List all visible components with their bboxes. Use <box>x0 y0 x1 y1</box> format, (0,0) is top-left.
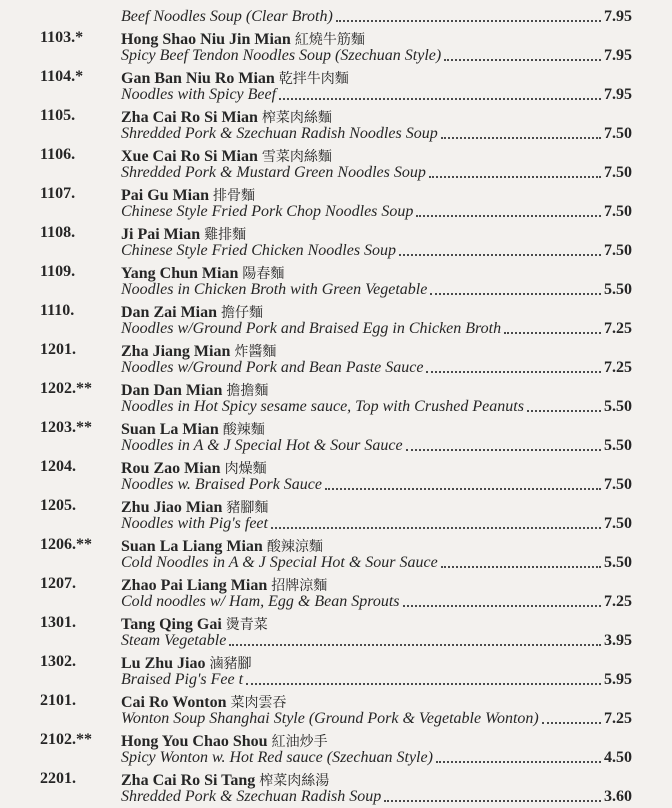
dot-leader <box>444 59 601 61</box>
item-price: 7.25 <box>604 359 632 376</box>
dot-leader <box>406 449 601 451</box>
item-description: Braised Pig's Fee t <box>121 671 244 688</box>
item-name: Hong You Chao Shou 紅油炒手 <box>121 733 328 750</box>
item-description: Spicy Beef Tendon Noodles Soup (Szechuan Style) <box>121 47 442 64</box>
item-name: Zhao Pai Liang Mian 招牌涼麵 <box>121 577 328 594</box>
item-name: Zha Cai Ro Si Mian 榨菜肉絲麵 <box>121 109 332 126</box>
menu-item <box>0 768 672 807</box>
dot-leader <box>403 605 601 607</box>
item-number: 1106. <box>40 146 76 163</box>
dot-leader <box>279 98 601 100</box>
item-name: Ji Pai Mian 雞排麵 <box>121 226 247 243</box>
item-chinese-name: 酸辣涼麵 <box>266 539 323 555</box>
item-price: 4.50 <box>604 749 632 766</box>
menu-item <box>0 300 672 339</box>
item-chinese-name: 菜肉雲吞 <box>230 695 287 711</box>
item-chinese-name: 榨菜肉絲麵 <box>261 110 332 126</box>
item-name: Rou Zao Mian 肉燥麵 <box>121 460 267 477</box>
item-description: Spicy Wonton w. Hot Red sauce (Szechuan Style) <box>121 749 433 766</box>
menu-item <box>0 66 672 105</box>
item-description: Noodles w/Ground Pork and Bean Paste Sauce <box>121 359 424 376</box>
item-description: Wonton Soup Shanghai Style (Ground Pork & Vegetable Wonton) <box>121 710 539 727</box>
menu-item <box>0 378 672 417</box>
item-name: Suan La Liang Mian 酸辣涼麵 <box>121 538 323 555</box>
menu-item <box>0 495 672 534</box>
dot-leader <box>430 293 601 295</box>
item-chinese-name: 排骨麵 <box>213 188 256 204</box>
dot-leader <box>441 566 601 568</box>
item-price: 7.50 <box>604 515 632 532</box>
item-number: 1201. <box>40 341 76 358</box>
item-chinese-name: 擔擔麵 <box>226 383 269 399</box>
menu-item <box>0 612 672 651</box>
menu-item <box>0 690 672 729</box>
item-description: Beef Noodles Soup (Clear Broth) <box>121 8 333 25</box>
item-chinese-name: 肉燥麵 <box>224 461 267 477</box>
dot-leader <box>429 176 601 178</box>
item-description: Noodles w. Braised Pork Sauce <box>121 476 323 493</box>
item-name: Xue Cai Ro Si Mian 雪菜肉絲麵 <box>121 148 332 165</box>
item-price: 7.50 <box>604 125 632 142</box>
item-price: 7.50 <box>604 242 632 259</box>
dot-leader <box>229 644 601 646</box>
item-name: Hong Shao Niu Jin Mian 紅燒牛筋麵 <box>121 31 365 48</box>
menu-item <box>0 534 672 573</box>
item-name: Dan Dan Mian 擔擔麵 <box>121 382 269 399</box>
item-description: Chinese Style Fried Chicken Noodles Soup <box>121 242 397 259</box>
item-name: Pai Gu Mian 排骨麵 <box>121 187 256 204</box>
item-chinese-name: 雞排麵 <box>204 227 247 243</box>
item-price: 7.50 <box>604 203 632 220</box>
item-number: 1207. <box>40 575 76 592</box>
item-chinese-name: 雪菜肉絲麵 <box>261 149 332 165</box>
item-number: 1206.** <box>40 536 92 553</box>
item-price: 5.50 <box>604 281 632 298</box>
item-number: 1203.** <box>40 419 92 436</box>
item-price: 7.25 <box>604 320 632 337</box>
item-price: 7.50 <box>604 476 632 493</box>
item-number: 1103.* <box>40 29 84 46</box>
dot-leader <box>436 761 601 763</box>
item-chinese-name: 燙青菜 <box>225 617 268 633</box>
item-description: Steam Vegetable <box>121 632 227 649</box>
item-price: 7.95 <box>604 8 632 25</box>
item-number: 1107. <box>40 185 76 202</box>
item-chinese-name: 陽春麵 <box>242 266 285 282</box>
item-name: Lu Zhu Jiao 滷豬腳 <box>121 655 252 672</box>
item-number: 2102.** <box>40 731 92 748</box>
item-price: 7.95 <box>604 86 632 103</box>
dot-leader <box>426 371 601 373</box>
item-name: Cai Ro Wonton 菜肉雲吞 <box>121 694 287 711</box>
item-price: 5.95 <box>604 671 632 688</box>
item-chinese-name: 紅燒牛筋麵 <box>294 32 365 48</box>
dot-leader <box>246 683 601 685</box>
item-number: 1204. <box>40 458 76 475</box>
item-price: 3.95 <box>604 632 632 649</box>
dot-leader <box>504 332 601 334</box>
dot-leader <box>325 488 601 490</box>
dot-leader <box>271 527 601 529</box>
item-name: Zhu Jiao Mian 豬腳麵 <box>121 499 269 516</box>
menu-item <box>0 105 672 144</box>
item-number: 2201. <box>40 770 76 787</box>
item-number: 1109. <box>40 263 76 280</box>
item-price: 7.50 <box>604 164 632 181</box>
item-number: 1108. <box>40 224 76 241</box>
item-price: 7.25 <box>604 710 632 727</box>
item-price: 7.95 <box>604 47 632 64</box>
item-price: 5.50 <box>604 554 632 571</box>
item-name: Tang Qing Gai 燙青菜 <box>121 616 268 633</box>
menu-item <box>0 222 672 261</box>
dot-leader <box>416 215 601 217</box>
item-number: 1205. <box>40 497 76 514</box>
item-chinese-name: 擔仔麵 <box>221 305 264 321</box>
item-description: Cold Noodles in A & J Special Hot & Sour Sauce <box>121 554 438 571</box>
item-chinese-name: 榨菜肉絲湯 <box>259 773 330 789</box>
menu-item <box>0 144 672 183</box>
item-description: Noodles in A & J Special Hot & Sour Sauce <box>121 437 403 454</box>
menu-item <box>0 261 672 300</box>
dot-leader <box>384 800 601 802</box>
item-description: Noodles in Chicken Broth with Green Vegetable <box>121 281 428 298</box>
item-number: 1202.** <box>40 380 92 397</box>
dot-leader <box>399 254 601 256</box>
item-description: Noodles with Spicy Beef <box>121 86 277 103</box>
item-name: Gan Ban Niu Ro Mian 乾拌牛肉麵 <box>121 70 349 87</box>
item-chinese-name: 酸辣麵 <box>222 422 265 438</box>
item-description: Cold noodles w/ Ham, Egg & Bean Sprouts <box>121 593 400 610</box>
dot-leader <box>336 20 601 22</box>
item-description: Chinese Style Fried Pork Chop Noodles Soup <box>121 203 414 220</box>
menu-item <box>0 27 672 66</box>
menu-item <box>0 183 672 222</box>
item-number: 1110. <box>40 302 75 319</box>
item-chinese-name: 豬腳麵 <box>226 500 269 516</box>
item-name: Zha Cai Ro Si Tang 榨菜肉絲湯 <box>121 772 330 789</box>
item-price: 5.50 <box>604 398 632 415</box>
dot-leader <box>441 137 601 139</box>
dot-leader <box>527 410 601 412</box>
item-description: Shredded Pork & Mustard Green Noodles Soup <box>121 164 426 181</box>
menu-item <box>0 339 672 378</box>
menu-item <box>0 456 672 495</box>
item-chinese-name: 炸醬麵 <box>234 344 277 360</box>
item-description: Noodles with Pig's feet <box>121 515 268 532</box>
item-chinese-name: 乾拌牛肉麵 <box>278 71 349 87</box>
item-number: 1301. <box>40 614 76 631</box>
item-description: Noodles in Hot Spicy sesame sauce, Top with Crushed Peanuts <box>121 398 524 415</box>
item-description: Shredded Pork & Szechuan Radish Soup <box>121 788 382 805</box>
item-chinese-name: 招牌涼麵 <box>271 578 328 594</box>
item-chinese-name: 滷豬腳 <box>209 656 252 672</box>
item-number: 2101. <box>40 692 76 709</box>
item-name: Yang Chun Mian 陽春麵 <box>121 265 285 282</box>
item-price: 5.50 <box>604 437 632 454</box>
item-number: 1302. <box>40 653 76 670</box>
menu-item <box>0 0 672 27</box>
dot-leader <box>542 722 601 724</box>
item-description: Noodles w/Ground Pork and Braised Egg in Chicken Broth <box>121 320 502 337</box>
item-description: Shredded Pork & Szechuan Radish Noodles Soup <box>121 125 438 142</box>
item-name: Suan La Mian 酸辣麵 <box>121 421 265 438</box>
item-number: 1104.* <box>40 68 84 85</box>
menu-item <box>0 417 672 456</box>
item-price: 3.60 <box>604 788 632 805</box>
item-name: Dan Zai Mian 擔仔麵 <box>121 304 264 321</box>
item-price: 7.25 <box>604 593 632 610</box>
menu-item <box>0 573 672 612</box>
item-name: Zha Jiang Mian 炸醬麵 <box>121 343 277 360</box>
item-number: 1105. <box>40 107 76 124</box>
item-chinese-name: 紅油炒手 <box>271 734 328 750</box>
menu-item <box>0 729 672 768</box>
menu-item <box>0 651 672 690</box>
